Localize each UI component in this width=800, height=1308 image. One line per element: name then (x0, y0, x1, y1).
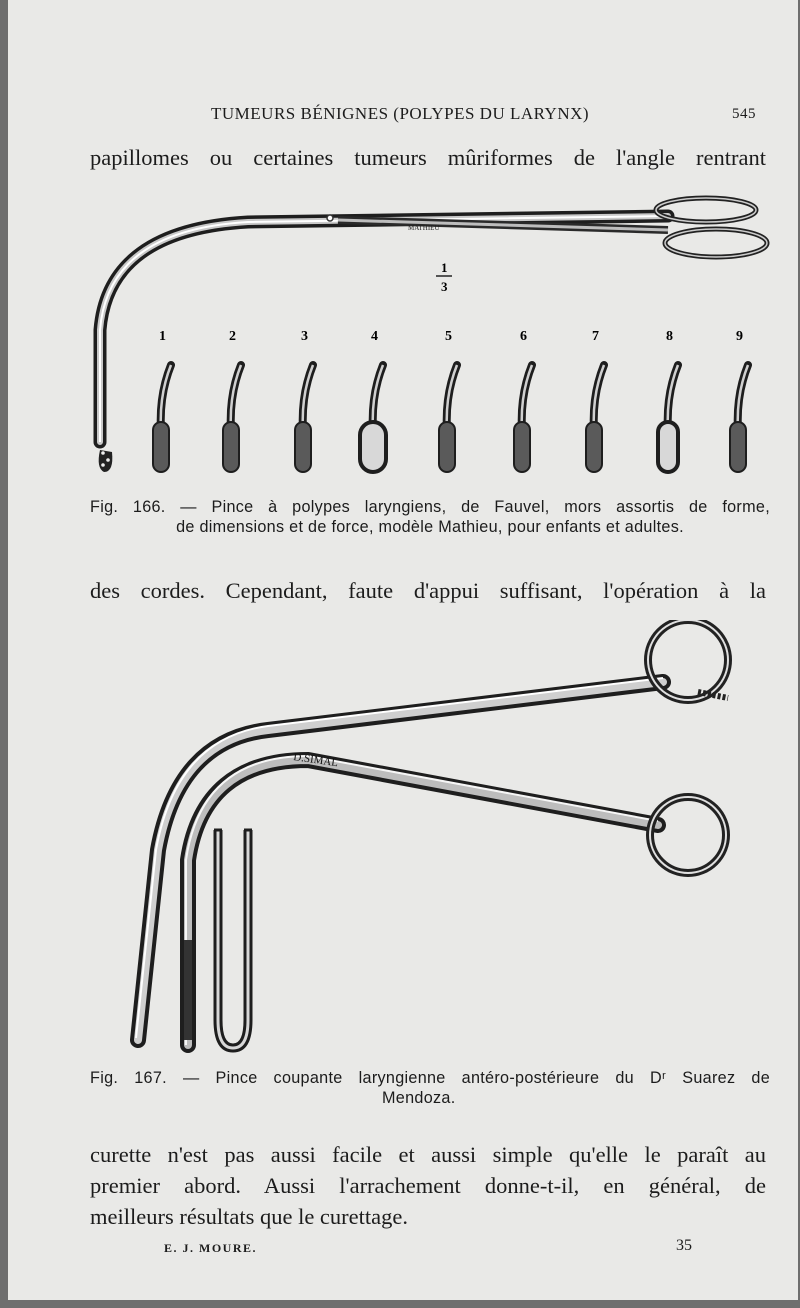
body-text-line: curette n'est pas aussi facile et aussi simple qu'elle le paraît au (90, 1142, 766, 1167)
tip-label: 4 (371, 329, 378, 344)
tip-label: 8 (666, 329, 673, 344)
body-text-line: des cordes. Cependant, faute d'appui suffisant, l'opération à la (90, 578, 766, 603)
body-text-line: premier abord. Aussi l'arrachement donne-t-il, en général, de (90, 1173, 766, 1198)
running-title: TUMEURS BÉNIGNES (POLYPES DU LARYNX) (211, 104, 590, 123)
caption-line: de dimensions et de force, modèle Mathieu, pour enfants et adultes. (176, 518, 684, 536)
jaw-tip (153, 365, 171, 472)
caption-line: Fig. 167. — Pince coupante laryngienne antéro-postérieure du Dʳ Suarez de (90, 1069, 770, 1087)
caption-line: Fig. 166. — Pince à polypes laryngiens, de Fauvel, mors assortis de forme, (90, 498, 770, 516)
jaw-tip (658, 365, 678, 472)
scale-numerator: 1 (441, 260, 448, 275)
tip-label: 1 (159, 329, 166, 344)
tip-label: 2 (229, 329, 236, 344)
tip-labels (159, 329, 743, 344)
figure-166-illustration (8, 190, 798, 490)
jaw-tip (514, 365, 532, 472)
jaw-tips (153, 365, 748, 472)
body-text-line: meilleurs résultats que le curettage. (90, 1204, 408, 1229)
footer-sheet-number: 35 (676, 1237, 692, 1254)
caption-line: Mendoza. (382, 1089, 456, 1107)
jaw-tip (730, 365, 748, 472)
jaw-tip (586, 365, 604, 472)
jaw-tip (223, 365, 241, 472)
footer-signature: E. J. MOURE. (164, 1241, 257, 1255)
tip-label: 9 (736, 329, 743, 344)
jaw-tip (360, 365, 386, 472)
figure-167-caption (90, 1068, 770, 1108)
body-text-line: papillomes ou certaines tumeurs mûriformes de l'angle rentrant (90, 145, 766, 170)
page-number: 545 (732, 106, 756, 122)
tip-label: 5 (445, 329, 452, 344)
tip-label: 6 (520, 329, 527, 344)
jaw-tip (439, 365, 457, 472)
tip-label: 7 (592, 329, 599, 344)
scale-denominator: 3 (441, 279, 448, 294)
jaw-tip (295, 365, 313, 472)
tip-label: 3 (301, 329, 308, 344)
instrument-stamp: MATHIEU (408, 224, 440, 232)
figure-166-caption (90, 497, 770, 537)
instrument-stamp: D.SIMAL (292, 751, 339, 770)
figure-167-illustration (8, 620, 798, 1060)
running-header (8, 104, 798, 130)
book-page (8, 0, 798, 1300)
suarez-forceps-drawing (136, 620, 728, 1048)
